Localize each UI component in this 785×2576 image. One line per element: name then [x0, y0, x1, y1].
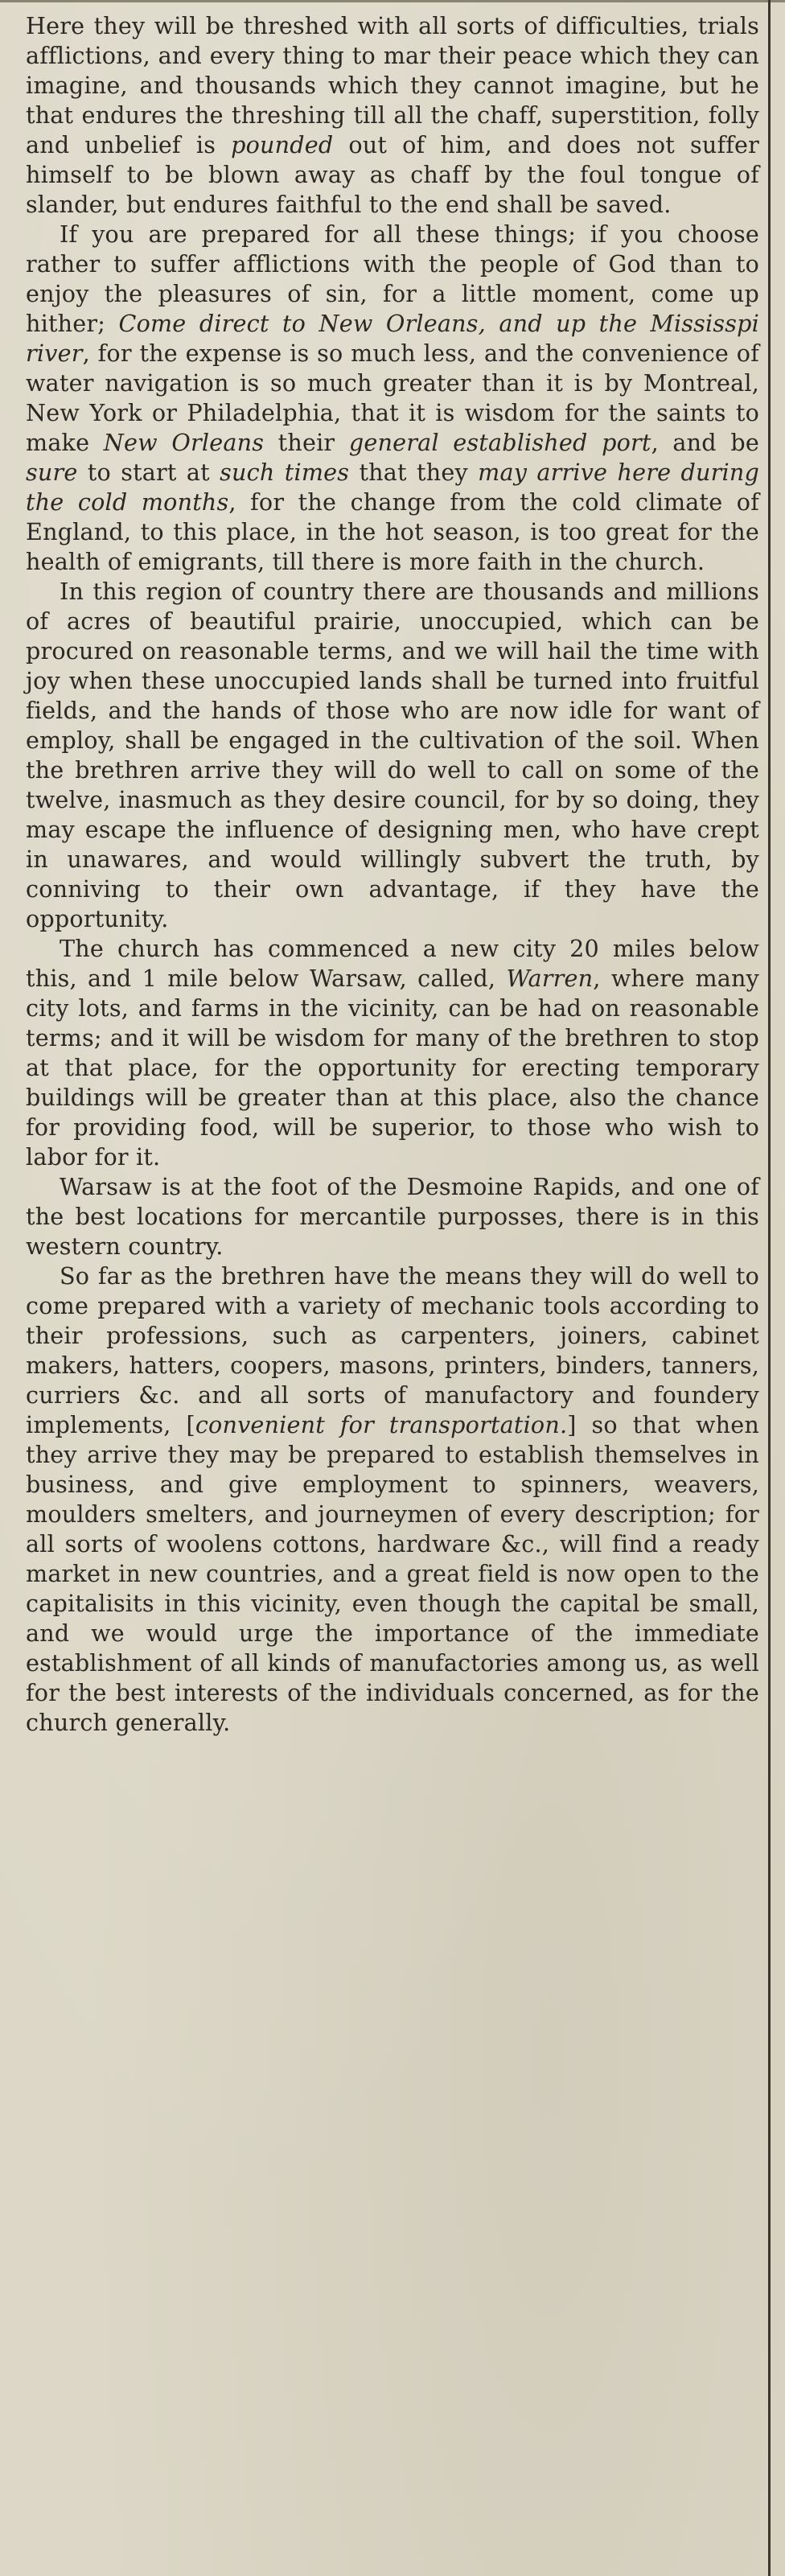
paragraph-text: to start at: [77, 459, 220, 486]
article-paragraph: [26, 934, 759, 1172]
paragraph-text: that they: [349, 459, 479, 486]
paragraph-text: their: [264, 429, 349, 456]
italic-text: Warren: [506, 965, 594, 992]
article-paragraph: [26, 577, 759, 934]
paragraph-text: , where many city lots, and farms in the vicinity, can be had on reasonable terms; and it will be wisdom for many of the brethren to stop at that place, for the opportunity for erecting temporary buildings will be greater than at this place, also the chance for providing food, will be superior, to those who wish to labor for it.: [26, 965, 759, 1171]
paragraph-text: Here they will be threshed with all sorts of difficulties, trials afflictions, and every thing to mar their peace which they can imagine, and thousands which they cannot imagine, but he that endures the threshing till all the chaff, superstition, folly and unbelief is: [26, 12, 759, 158]
italic-text: sure: [26, 459, 78, 486]
paragraph-text: In this region of country there are thousands and millions of acres of beautiful prairie, unoccupied, which can be procured on reasonable terms, and we will hail the time with joy when these unoccupied lands shall be turned into fruitful fields, and the hands of those who are now idle for want of employ, shall be engaged in the cultivation of the soil. When the brethren arrive they will do well to call on some of the twelve, inasmuch as they desire council, for by so doing, they may escape the influence of designing men, who have crept in unawares, and would willingly subvert the truth, by conniving to their own advantage, if they have the opportunity.: [26, 578, 759, 932]
article-paragraph: [26, 1172, 759, 1261]
article-paragraph: [26, 220, 759, 577]
paragraph-text: , and be: [651, 429, 759, 456]
paragraph-text: , for the expense is so much less, and the convenience of water navigation is so much greater than it is by Montreal, New York or Philadelphia, that it is wisdom for the saints to make: [26, 339, 759, 456]
paragraph-text: Warsaw is at the foot of the Desmoine Rapids, and one of the best locations for mercantile purposses, there is in this western country.: [26, 1173, 759, 1260]
top-border-rule: [0, 0, 785, 2]
paragraph-text: ] so that when they arrive they may be prepared to establish themselves in business, and give employment to spinners, weavers, moulders smelters, and journeymen of every description; for all sorts of woolens cottons, hardware &c., will find a ready market in new countries, and a great field is now open to the capitalisits in this vicinity, even though the capital be small, and we would urge the importance of the immediate establishment of all kinds of manufactories among us, as well for the best interests of the individuals concerned, as for the church generally.: [26, 1411, 759, 1736]
column-divider-rule: [768, 0, 771, 2576]
italic-text: convenient for transportation.: [195, 1411, 568, 1438]
italic-text: such times: [220, 459, 350, 486]
italic-text: pounded: [231, 131, 334, 158]
italic-text: Come direct to New Orleans, and up the Mississpi river: [26, 310, 759, 367]
paragraph-text: If you are prepared for all these things; if you choose rather to suffer afflictions with the people of God than to enjoy the pleasures of sin, for a little moment, come up hither;: [26, 220, 759, 337]
italic-text: general established port: [348, 429, 651, 456]
italic-text: New Orleans: [103, 429, 265, 456]
article-paragraph: [26, 11, 759, 220]
paragraph-text: So far as the brethren have the means they will do well to come prepared with a variety of mechanic tools according to their professions, such as carpenters, joiners, cabinet makers, hatters, coopers, masons, printers, binders, tanners, curriers &c. and all sorts of manufactory and foundery implements, [: [26, 1262, 759, 1438]
article-column: [26, 11, 759, 1738]
article-paragraph: [26, 1261, 759, 1738]
paragraph-text: The church has commenced a new city 20 miles below this, and 1 mile below Warsaw, called,: [26, 935, 759, 992]
paragraph-text: , for the change from the cold climate of England, to this place, in the hot season, is too great for the health of emigrants, till there is more faith in the church.: [26, 488, 759, 575]
italic-text: may arrive here during the cold months: [26, 459, 759, 516]
paragraph-text: out of him, and does not suffer himself to be blown away as chaff by the foul tongue of slander, but endures faithful to the end shall be saved.: [26, 131, 760, 218]
